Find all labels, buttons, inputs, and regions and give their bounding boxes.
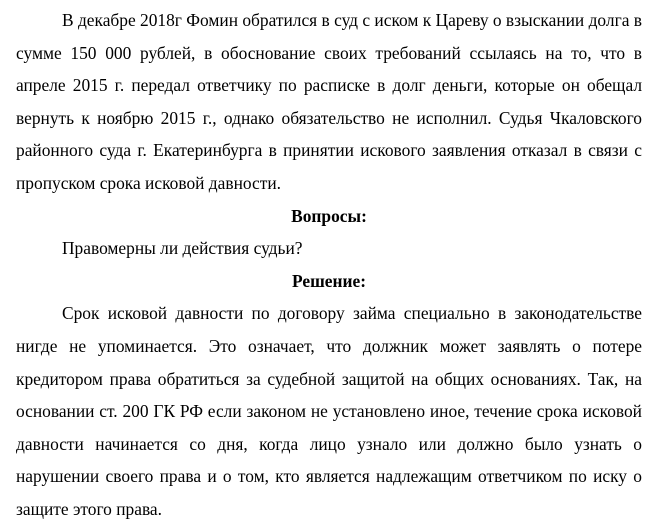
document-page	[16, 4, 642, 526]
solution-paragraph: Срок исковой давности по договору займа специально в законодательстве нигде не упоминается. Это означает, что должник может заявлять о потере кредитором права обратиться за судебной защитой на общих основаниях. Так, на основании ст. 200 ГК РФ если законом не установлено иное, течение срока исковой давности начинается со дня, когда лицо узнало или должно было узнать о нарушении своего права и о том, кто является надлежащим ответчиком по иску о защите этого права.	[16, 303, 642, 519]
case-paragraph: В декабре 2018г Фомин обратился в суд с иском к Цареву о взыскании долга в сумме 150 000 рублей, в обоснование своих требований ссылаясь на то, что в апреле 2015 г. передал ответчику по расписке в долг деньги, которые он обещал вернуть к ноябрю 2015 г., однако обязательство не исполнил. Судья Чкаловского районного суда г. Екатеринбурга в принятии искового заявления отказал в связи с пропуском срока исковой давности.	[16, 10, 642, 193]
solution-heading: Решение:	[291, 270, 367, 291]
question-text: Правомерны ли действия судьи?	[62, 238, 303, 259]
questions-heading: Вопросы:	[291, 205, 367, 226]
